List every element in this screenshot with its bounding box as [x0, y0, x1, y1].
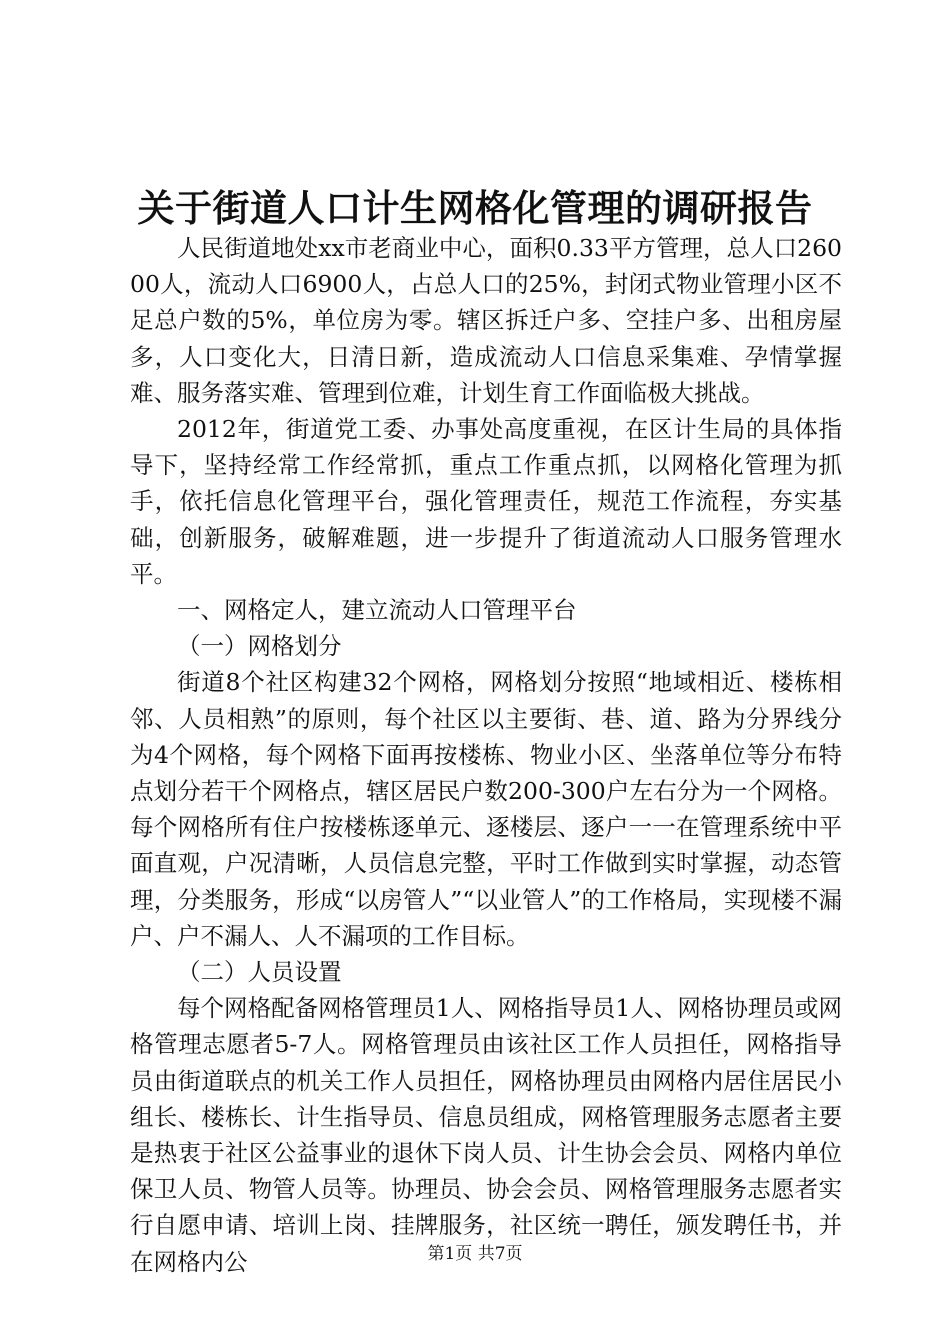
subsection-heading-staffing: （二）人员设置	[177, 958, 342, 987]
paragraph-staffing: 每个网格配备网格管理员1人、网格指导员1人、网格协理员或网格管理志愿者5-7人。网格管理员由该社区工作人员担任，网格指导员由街道联点的机关工作人员担任，网格协理员由网格内居住居民小组长、楼栋长、计生指导员、信息员组成，网格管理服务志愿者主要是热衷于社区公益事业的退休下岗人员、计生协会会员、网格内单位保卫人员、物管人员等。协理员、协会会员、网格管理服务志愿者实行自愿申请、培训上岗、挂牌服务，社区统一聘任，颁发聘任书，并在网格内公	[130, 994, 842, 1276]
paragraph-grid-division: 街道8个社区构建32个网格，网格划分按照“地域相近、楼栋相邻、人员相熟”的原则，每个社区以主要街、巷、道、路为分界线分为4个网格，每个网格下面再按楼栋、物业小区、坐落单位等分布特点划分若干个网格点，辖区居民户数200-300户左右分为一个网格。每个网格所有住户按楼栋逐单元、逐楼层、逐户一一在管理系统中平面直观，户况清晰，人员信息完整，平时工作做到实时掌握，动态管理，分类服务，形成“以房管人”“以业管人”的工作格局，实现楼不漏户、户不漏人、人不漏项的工作目标。	[130, 668, 842, 950]
document-body	[130, 230, 842, 1280]
paragraph-2012: 2012年，街道党工委、办事处高度重视，在区计生局的具体指导下，坚持经常工作经常抓，重点工作重点抓，以网格化管理为抓手，依托信息化管理平台，强化管理责任，规范工作流程，夯实基础，创新服务，破解难题，进一步提升了街道流动人口服务管理水平。	[130, 415, 842, 588]
paragraph-overview: 人民街道地处xx市老商业中心，面积0.33平方管理，总人口26000人，流动人口6900人，占总人口的25%，封闭式物业管理小区不足总户数的5%，单位房为零。辖区拆迁户多、空挂户多、出租房屋多，人口变化大，日清日新，造成流动人口信息采集难、孕情掌握难、服务落实难、管理到位难，计划生育工作面临极大挑战。	[130, 234, 842, 407]
document-title: 关于街道人口计生网格化管理的调研报告	[137, 186, 813, 230]
section-heading-1: 一、网格定人，建立流动人口管理平台	[177, 596, 577, 625]
page-footer: 第1页 共7页	[427, 1244, 523, 1264]
subsection-heading-grid-division: （一）网格划分	[177, 632, 342, 661]
